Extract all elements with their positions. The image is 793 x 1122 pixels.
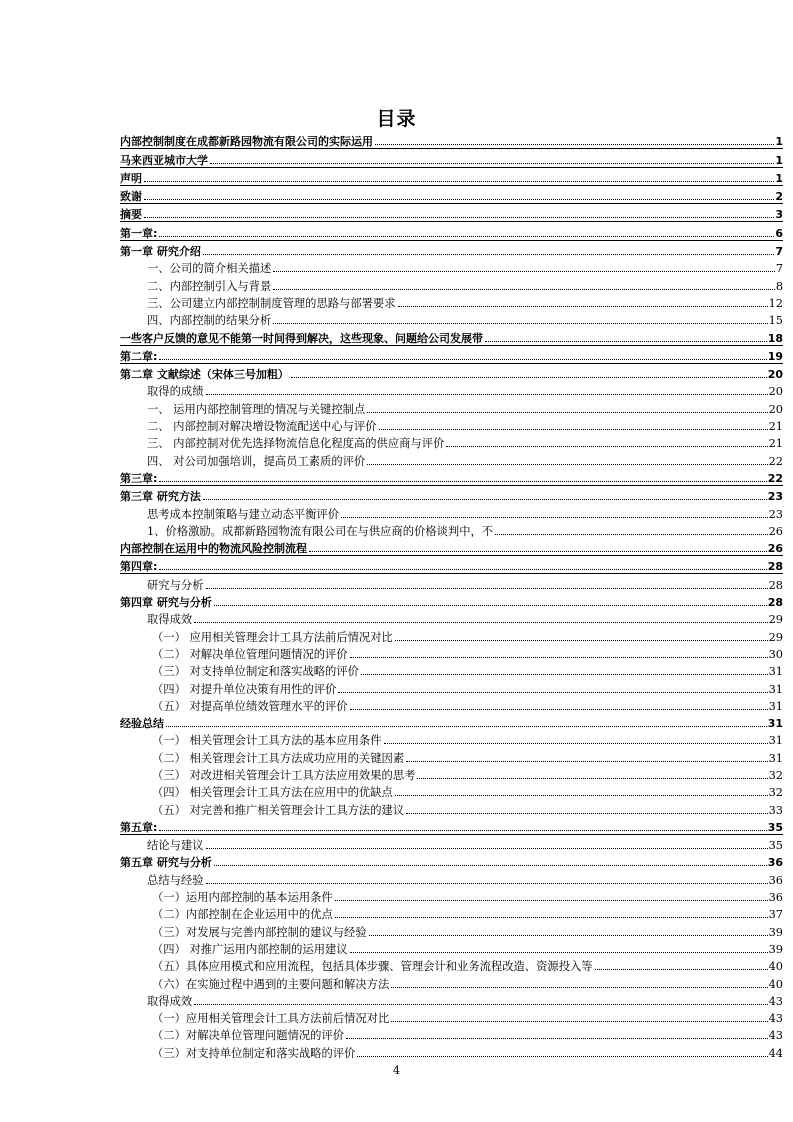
toc-entry-text: 第二章 文献综述（宋体三号加粗） [120, 368, 289, 382]
toc-entry-page: 31 [768, 734, 783, 748]
toc-entry-text: 一、 运用内部控制管理的情况与关键控制点 [147, 402, 366, 416]
page-number: 4 [393, 1064, 400, 1077]
toc-entry-text: 研究与分析 [147, 578, 204, 592]
dot-leader [395, 640, 768, 641]
toc-entry[interactable] [120, 486, 783, 503]
toc-entry-page: 37 [768, 908, 783, 922]
toc-entry[interactable] [120, 678, 783, 695]
toc-entry[interactable] [120, 468, 783, 486]
toc-entry-text: 马来西亚城市大学 [120, 153, 208, 167]
toc-entry-page: 32 [768, 786, 783, 800]
toc-entry-text: （四） 对推广运用内部控制的运用建议 [152, 942, 348, 956]
dot-leader [273, 289, 775, 290]
toc-entry-text: （二）对解决单位管理问题情况的评价 [152, 1029, 345, 1043]
toc-entry-page: 23 [768, 507, 783, 521]
dot-leader [194, 622, 767, 623]
dot-leader [384, 743, 768, 744]
toc-entry-text: （五） 对完善和推广相关管理会计工具方法的建议 [152, 803, 405, 817]
toc-entry-text: 内部控制在运用中的物流风险控制流程 [120, 542, 307, 556]
toc-entry[interactable] [120, 204, 783, 222]
toc-entry[interactable] [120, 644, 783, 661]
toc-entry[interactable] [120, 799, 783, 816]
toc-entry[interactable] [120, 661, 783, 678]
toc-entry-page: 28 [767, 596, 783, 610]
toc-entry-text: （二） 对解决单位管理问题情况的评价 [152, 647, 348, 661]
toc-entry[interactable] [120, 765, 783, 782]
toc-entry[interactable] [120, 939, 783, 956]
toc-entry[interactable] [120, 1008, 783, 1025]
toc-entry-page: 29 [768, 613, 783, 627]
toc-entry-text: 思考成本控制策略与建立动态平衡评价 [147, 507, 340, 521]
toc-entry[interactable] [120, 293, 783, 310]
toc-entry[interactable] [120, 433, 783, 450]
toc-entry-text: 摘要 [120, 208, 142, 222]
toc-entry[interactable] [120, 956, 783, 973]
toc-entry[interactable] [120, 782, 783, 799]
toc-entry-page: 31 [768, 665, 783, 679]
toc-entry[interactable] [120, 991, 783, 1008]
toc-entry-page: 36 [767, 856, 783, 870]
toc-entry[interactable] [120, 887, 783, 904]
dot-leader [398, 306, 768, 307]
toc-entry-text: （三） 对改进相关管理会计工具方法应用效果的思考 [152, 768, 416, 782]
toc-entry-text: 结论与建议 [147, 839, 204, 853]
toc-entry-page: 36 [768, 891, 783, 905]
dot-leader [485, 341, 767, 342]
dot-leader [417, 778, 767, 779]
toc-entry-text: 四、内部控制的结果分析 [147, 314, 272, 328]
toc-entry[interactable] [120, 574, 783, 591]
dot-leader [144, 217, 774, 218]
toc-entry-text: （三）对支持单位制定和落实战略的评价 [152, 1046, 356, 1060]
toc-entry-text: 第一章 研究介绍 [120, 245, 201, 259]
toc-entry-page: 31 [767, 717, 783, 731]
toc-entry-text: 二、内部控制引入与背景 [147, 279, 272, 293]
dot-leader [335, 900, 768, 901]
toc-entry-page: 39 [768, 942, 783, 956]
dot-leader [369, 935, 768, 936]
toc-entry[interactable] [120, 1042, 783, 1059]
toc-entry-page: 22 [768, 454, 783, 468]
toc-entry[interactable] [120, 521, 783, 538]
toc-entry-page: 20 [768, 385, 783, 399]
toc-entry-page: 35 [767, 820, 783, 834]
toc-entry-page: 2 [775, 190, 783, 204]
toc-entry-page: 3 [775, 208, 783, 222]
toc-entry-text: （一）运用内部控制的基本运用条件 [152, 891, 333, 905]
toc-entry-page: 36 [768, 873, 783, 887]
toc-entry[interactable] [120, 904, 783, 921]
toc-entry[interactable] [120, 131, 783, 149]
toc-entry-page: 43 [768, 1012, 783, 1026]
dot-leader [203, 499, 767, 500]
toc-entry[interactable] [120, 869, 783, 886]
toc-entry-text: 第四章: [120, 560, 158, 574]
dot-leader [391, 987, 767, 988]
toc-entry-page: 21 [768, 420, 783, 434]
dot-leader [335, 917, 768, 918]
toc-entry-text: 取得成效 [147, 613, 193, 627]
dot-leader [144, 181, 774, 182]
dot-leader [206, 848, 768, 849]
toc-entry[interactable] [120, 416, 783, 433]
dot-leader [309, 551, 767, 552]
dot-leader [406, 761, 768, 762]
dot-leader [214, 605, 767, 606]
dot-leader [595, 969, 768, 970]
toc-entry-page: 8 [775, 279, 783, 293]
toc-entry-text: （一）应用相关管理会计工具方法前后情况对比 [152, 1012, 390, 1026]
toc-entry-page: 15 [768, 314, 783, 328]
dot-leader [346, 1038, 768, 1039]
toc-entry-text: 经验总结 [120, 717, 164, 731]
toc-entry-text: 致谢 [120, 190, 142, 204]
toc-entry-page: 28 [767, 560, 783, 574]
toc-entry-page: 26 [767, 542, 783, 556]
dot-leader [206, 394, 768, 395]
dot-leader [446, 446, 767, 447]
toc-entry[interactable] [120, 310, 783, 327]
dot-leader [406, 813, 768, 814]
toc-entry[interactable] [120, 327, 783, 345]
dot-leader [391, 1021, 767, 1022]
toc-entry-page: 1 [775, 135, 783, 149]
toc-entry[interactable] [120, 450, 783, 467]
toc-entry-text: 取得的成绩 [147, 385, 204, 399]
toc-entry[interactable] [120, 168, 783, 186]
toc-entry[interactable] [120, 1025, 783, 1042]
toc-entry-text: 取得成效 [147, 994, 193, 1008]
table-of-contents [120, 131, 783, 1060]
toc-entry-text: 第五章 研究与分析 [120, 856, 212, 870]
toc-entry-page: 26 [768, 524, 783, 538]
toc-entry-text: （三） 对支持单位制定和落实战略的评价 [152, 665, 359, 679]
toc-entry-text: （二）内部控制在企业运用中的优点 [152, 908, 333, 922]
toc-entry-text: （一） 应用相关管理会计工具方法前后情况对比 [152, 630, 393, 644]
toc-entry[interactable] [120, 730, 783, 747]
toc-entry-text: 第五章: [120, 820, 158, 834]
toc-entry-page: 28 [768, 578, 783, 592]
toc-entry[interactable] [120, 149, 783, 167]
dot-leader [203, 254, 775, 255]
toc-entry-page: 29 [768, 630, 783, 644]
dot-leader [350, 952, 768, 953]
toc-entry-text: 第一章: [120, 226, 158, 240]
dot-leader [291, 377, 767, 378]
toc-entry-page: 21 [768, 437, 783, 451]
toc-entry-page: 23 [767, 490, 783, 504]
toc-entry-text: （五） 对提高单位绩效管理水平的评价 [152, 699, 348, 713]
dot-leader [495, 534, 768, 535]
toc-entry-text: 第三章 研究方法 [120, 490, 201, 504]
page-title: 目录 [376, 108, 417, 130]
dot-leader [159, 481, 766, 482]
toc-entry[interactable] [120, 835, 783, 852]
toc-entry-text: （四） 相关管理会计工具方法在应用中的优缺点 [152, 786, 393, 800]
toc-entry-page: 31 [768, 682, 783, 696]
toc-entry-page: 31 [768, 699, 783, 713]
toc-entry[interactable] [120, 186, 783, 204]
toc-entry-text: 内部控制制度在成都新路园物流有限公司的实际运用 [120, 135, 373, 149]
toc-entry-text: 第四章 研究与分析 [120, 596, 212, 610]
toc-entry-page: 31 [768, 751, 783, 765]
toc-entry-text: （六）在实施过程中遇到的主要问题和解决方法 [152, 977, 390, 991]
dot-leader [194, 1004, 767, 1005]
toc-entry-text: （四） 对提升单位决策有用性的评价 [152, 682, 337, 696]
toc-entry[interactable] [120, 556, 783, 574]
toc-entry-page: 32 [768, 768, 783, 782]
toc-entry-text: 声明 [120, 171, 142, 185]
dot-leader [361, 674, 768, 675]
toc-entry[interactable] [120, 817, 783, 835]
dot-leader [210, 163, 774, 164]
toc-entry[interactable] [120, 241, 783, 258]
dot-leader [166, 726, 767, 727]
toc-entry-text: 总结与经验 [147, 873, 204, 887]
dot-leader [367, 412, 767, 413]
toc-entry-page: 1 [775, 153, 783, 167]
toc-entry-page: 7 [775, 262, 783, 276]
dot-leader [338, 692, 767, 693]
toc-entry[interactable] [120, 538, 783, 556]
toc-entry-page: 40 [768, 977, 783, 991]
toc-entry-text: （三）对发展与完善内部控制的建议与经验 [152, 925, 367, 939]
toc-entry[interactable] [120, 381, 783, 398]
dot-leader [395, 795, 768, 796]
toc-entry-page: 22 [767, 471, 783, 485]
toc-entry-page: 44 [768, 1046, 783, 1060]
toc-entry[interactable] [120, 609, 783, 626]
toc-entry-text: （二） 相关管理会计工具方法成功应用的关键因素 [152, 751, 405, 765]
toc-entry-page: 35 [768, 839, 783, 853]
toc-entry-text: 第三章: [120, 471, 158, 485]
toc-entry-text: （一） 相关管理会计工具方法的基本应用条件 [152, 734, 382, 748]
dot-leader [350, 709, 768, 710]
toc-entry-page: 33 [768, 803, 783, 817]
toc-entry[interactable] [120, 398, 783, 415]
toc-entry[interactable] [120, 503, 783, 520]
toc-entry-page: 40 [768, 960, 783, 974]
dot-leader [159, 569, 766, 570]
dot-leader [206, 588, 768, 589]
toc-entry-text: 第二章: [120, 349, 158, 363]
toc-entry[interactable] [120, 973, 783, 990]
toc-entry-page: 7 [775, 245, 783, 259]
toc-entry-text: 1、价格激励。成都新路园物流有限公司在与供应商的价格谈判中，不 [147, 524, 494, 538]
dot-leader [144, 199, 774, 200]
toc-entry[interactable] [120, 346, 783, 364]
toc-entry-page: 20 [768, 402, 783, 416]
toc-entry-text: 二、 内部控制对解决增设物流配送中心与评价 [147, 420, 377, 434]
toc-entry-text: 三、公司建立内部控制制度管理的思路与部署要求 [147, 296, 396, 310]
toc-entry-page: 12 [768, 296, 783, 310]
dot-leader [159, 359, 766, 360]
toc-entry-page: 43 [768, 1029, 783, 1043]
dot-leader [206, 883, 768, 884]
dot-leader [375, 144, 774, 145]
dot-leader [159, 830, 766, 831]
toc-entry-page: 18 [767, 331, 783, 345]
toc-entry[interactable] [120, 364, 783, 381]
toc-entry[interactable] [120, 626, 783, 643]
toc-entry[interactable] [120, 258, 783, 275]
toc-entry-page: 20 [767, 368, 783, 382]
toc-entry-page: 6 [775, 226, 783, 240]
toc-entry[interactable] [120, 275, 783, 292]
toc-entry[interactable] [120, 222, 783, 240]
toc-entry[interactable] [120, 592, 783, 609]
toc-entry[interactable] [120, 696, 783, 713]
toc-entry-text: 一、公司的简介相关描述 [147, 262, 272, 276]
toc-entry[interactable] [120, 713, 783, 730]
toc-entry-text: 一些客户反馈的意见不能第一时间得到解决，这些现象、问题给公司发展带 [120, 331, 483, 345]
dot-leader [367, 464, 767, 465]
dot-leader [214, 865, 767, 866]
toc-entry-page: 43 [768, 994, 783, 1008]
toc-entry[interactable] [120, 852, 783, 869]
dot-leader [357, 1056, 767, 1057]
dot-leader [273, 323, 767, 324]
toc-entry-page: 1 [775, 171, 783, 185]
dot-leader [159, 236, 774, 237]
toc-entry-page: 19 [767, 349, 783, 363]
toc-entry[interactable] [120, 921, 783, 938]
toc-entry-text: 四、 对公司加强培训，提高员工素质的评价 [147, 454, 366, 468]
dot-leader [350, 657, 768, 658]
toc-entry-page: 39 [768, 925, 783, 939]
toc-entry-text: 三、 内部控制对优先选择物流信息化程度高的供应商与评价 [147, 437, 445, 451]
toc-entry-page: 30 [768, 647, 783, 661]
toc-entry[interactable] [120, 747, 783, 764]
dot-leader [273, 271, 775, 272]
dot-leader [379, 429, 768, 430]
dot-leader [341, 517, 768, 518]
toc-entry-text: （五）具体应用模式和应用流程，包括具体步骤、管理会计和业务流程改造、资源投入等 [152, 960, 593, 974]
